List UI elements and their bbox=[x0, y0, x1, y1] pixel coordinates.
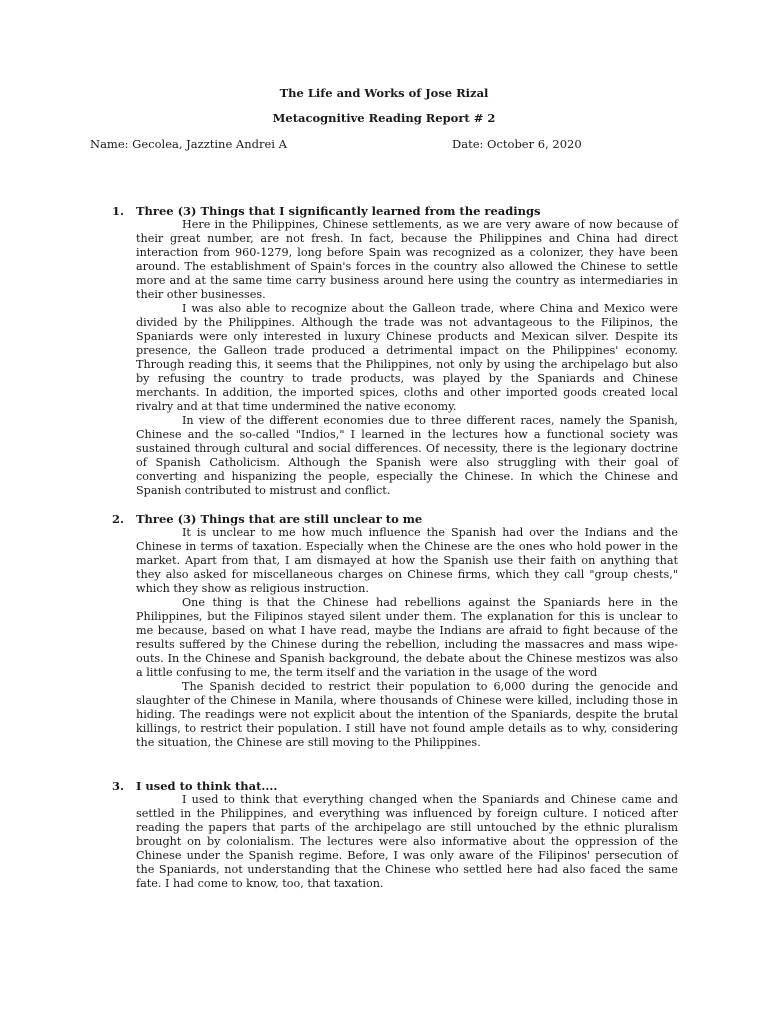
section-heading-text: I used to think that.... bbox=[136, 779, 278, 793]
paragraph: It is unclear to me how much influence the Spanish had over the Indians and the Chinese in terms of taxation. Especially when the Chinese are the ones who hold power in the market. Apart from that, I am dismayed at how the Spanish use their faith on anything that they also asked for miscellaneous charges on Chinese firms, which they call "group chests," which they show as religious instruction. bbox=[136, 526, 678, 595]
paragraph: I used to think that everything changed when the Spaniards and Chinese came and settled in the Philippines, and everything was influenced by foreign culture. I noticed after reading the papers that parts of the archipelago are still untouched by the ethnic pluralism brought on by colonialism. The lectures were also informative about the oppression of the Chinese under the Spanish regime. Before, I was only aware of the Filipinos' persecution of the Spaniards, not understanding that the Chinese who settled here had also faced the same fate. I had come to know, too, that taxation. bbox=[136, 793, 678, 890]
paragraph: The Spanish decided to restrict their population to 6,000 during the genocide and slaughter of the Chinese in Manila, where thousands of Chinese were killed, including those in hiding. The readings were not explicit about the intention of the Spaniards, despite the brutal killings, to restrict their population. I still have not found ample details as to why, considering the situation, the Chinese are still moving to the Philippines. bbox=[136, 680, 678, 749]
section-heading bbox=[112, 779, 678, 793]
paragraph: One thing is that the Chinese had rebellions against the Spaniards here in the Philippines, but the Filipinos stayed silent under them. The explanation for this is unclear to me because, based on what I have read, maybe the Indians are afraid to fight because of the results suffered by the Chinese during the rebellion, including the massacres and mass wipe-outs. In the Chinese and Spanish background, the debate about the Chinese mestizos was also a little confusing to me, the term itself and the variation in the usage of the word bbox=[136, 596, 678, 679]
paragraph: In view of the different economies due to three different races, namely the Spanish, Chinese and the so-called "Indios," I learned in the lectures how a functional society was sustained through cultural and social differences. Of necessity, there is the legionary doctrine of Spanish Catholicism. Although the Spanish were also struggling with their goal of converting and hispanizing the people, especially the Chinese. In which the Chinese and Spanish contributed to mistrust and conflict. bbox=[136, 414, 678, 497]
section-unclear bbox=[112, 512, 678, 750]
section-number: 1. bbox=[112, 204, 125, 218]
report-date: Date: October 6, 2020 bbox=[452, 137, 582, 151]
section-number: 3. bbox=[112, 779, 125, 793]
section-number: 2. bbox=[112, 512, 125, 526]
section-heading-text: Three (3) Things that I significantly learned from the readings bbox=[136, 204, 541, 218]
document-title: The Life and Works of Jose Rizal bbox=[279, 86, 489, 100]
paragraph: Here in the Philippines, Chinese settlements, as we are very aware of now because of their great number, are not fresh. In fact, because the Philippines and China had direct interaction from 960-1279, long before Spain was recognized as a colonizer, they have been around. The establishment of Spain's forces in the country also allowed the Chinese to settle more and at the same time carry business around here using the country as intermediaries in their other businesses. bbox=[136, 218, 678, 301]
paragraph: I was also able to recognize about the Galleon trade, where China and Mexico were divided by the Philippines. Although the trade was not advantageous to the Filipinos, the Spaniards were only interested in luxury Chinese products and Mexican silver. Despite its presence, the Galleon trade produced a detrimental impact on the Philippines' economy. Through reading this, it seems that the Philippines, not only by using the archipelago but also by refusing the country to trade products, was played by the Spaniards and Chinese merchants. In addition, the imported spices, cloths and other imported goods created local rivalry and at that time undermined the native economy. bbox=[136, 302, 678, 413]
student-name: Name: Gecolea, Jazztine Andrei A bbox=[90, 137, 287, 151]
section-used-to-think bbox=[112, 779, 678, 891]
section-learned bbox=[112, 204, 678, 498]
section-heading bbox=[112, 512, 678, 526]
section-heading bbox=[112, 204, 678, 218]
section-heading-text: Three (3) Things that are still unclear to me bbox=[136, 512, 423, 526]
document-subtitle: Metacognitive Reading Report # 2 bbox=[272, 111, 496, 125]
